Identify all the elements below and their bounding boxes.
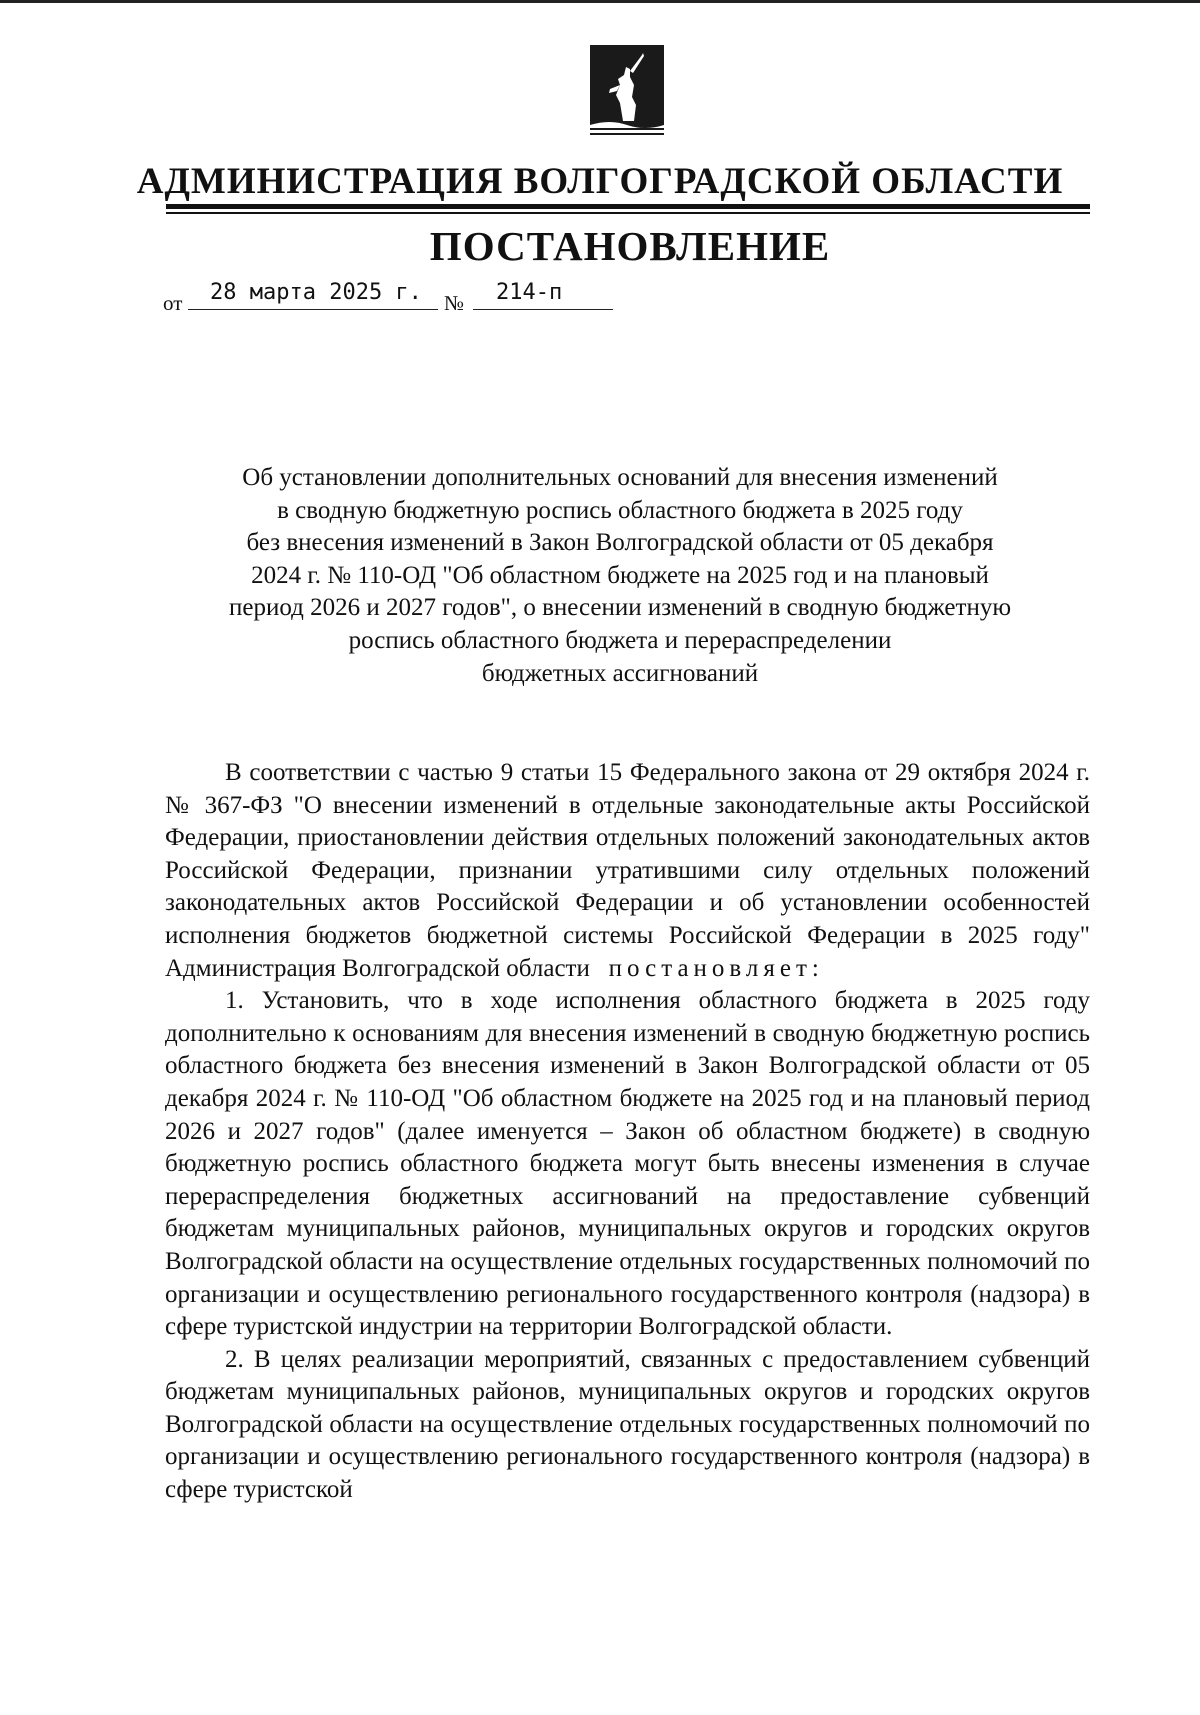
document-date: 28 марта 2025 г. [210, 280, 422, 305]
item-1-paragraph: 1. Установить, что в ходе исполнения областного бюджета в 2025 году дополнительно к основаниям для внесения изменений в сводную бюджетную роспись областного бюджета без внесения изменений в Закон Волгоградской области от 05 декабря 2024 г. № 110-ОД "Об областном бюджете на 2025 год и на плановый период 2026 и 2027 годов" (далее именуется – Закон об областном бюджете) в сводную бюджетную роспись областного бюджета могут быть внесены изменения в случае перераспределения бюджетных ассигнований на предоставление субвенций бюджетам муниципальных районов, муниципальных округов и городских округов Волгоградской области на осуществление отдельных государственных полномочий по организации и осуществлению регионального государственного контроля (надзора) в сфере туристской индустрии на территории Волгоградской области. [165, 987, 1090, 1341]
header-divider-thick [166, 204, 1090, 209]
preamble-text: В соответствии с частью 9 статьи 15 Федерального закона от 29 октября 2024 г. № 367-ФЗ "О внесении изменений в отдельные законодательные акты Российской Федерации, приостановлении действия отдельных положений законодательных актов Российской Федерации, признании утратившими силу отдельных положений законодательных актов Российской Федерации и об установлении особенностей исполнения бюджетов бюджетной системы Российской Федерации в 2025 году" Администрация Волгоградской области [165, 759, 1090, 982]
subject-line: без внесения изменений в Закон Волгоградской области от 05 декабря [246, 529, 994, 557]
item-2-paragraph: 2. В целях реализации мероприятий, связанных с предоставлением субвенций бюджетам муниципальных районов, муниципальных округов и городских округов Волгоградской области на осуществление отдельных государственных полномочий по организации и осуществлению регионального государственного контроля (надзора) в сфере туристской [165, 1345, 1090, 1504]
document-number: 214-п [496, 280, 563, 305]
subject-line: период 2026 и 2027 годов", о внесении изменений в сводную бюджетную [228, 594, 1012, 622]
document-type-title: ПОСТАНОВЛЕНИЕ [429, 223, 831, 269]
document-subject [160, 462, 1080, 690]
date-underline [188, 309, 438, 310]
number-label: № [444, 291, 465, 315]
header-divider-thin [166, 212, 1090, 214]
date-label: от [163, 291, 183, 315]
subject-line: в сводную бюджетную роспись областного бюджета в 2025 году [277, 496, 963, 524]
subject-line: 2024 г. № 110-ОД "Об областном бюджете на 2025 год и на плановый [251, 561, 989, 589]
decree-word: постановляет: [608, 954, 824, 982]
document-body [165, 757, 1090, 1507]
scan-top-edge-line [0, 0, 1200, 3]
volgograd-region-emblem-icon [590, 45, 664, 142]
subject-line: бюджетных ассигнований [481, 659, 759, 687]
subject-line: роспись областного бюджета и перераспределении [348, 626, 892, 654]
subject-line: Об установлении дополнительных оснований для внесения изменений [242, 464, 998, 491]
number-underline [473, 309, 613, 310]
preamble-paragraph [165, 757, 1090, 985]
organization-title: АДМИНИСТРАЦИЯ ВОЛГОГРАДСКОЙ ОБЛАСТИ [136, 161, 1064, 202]
